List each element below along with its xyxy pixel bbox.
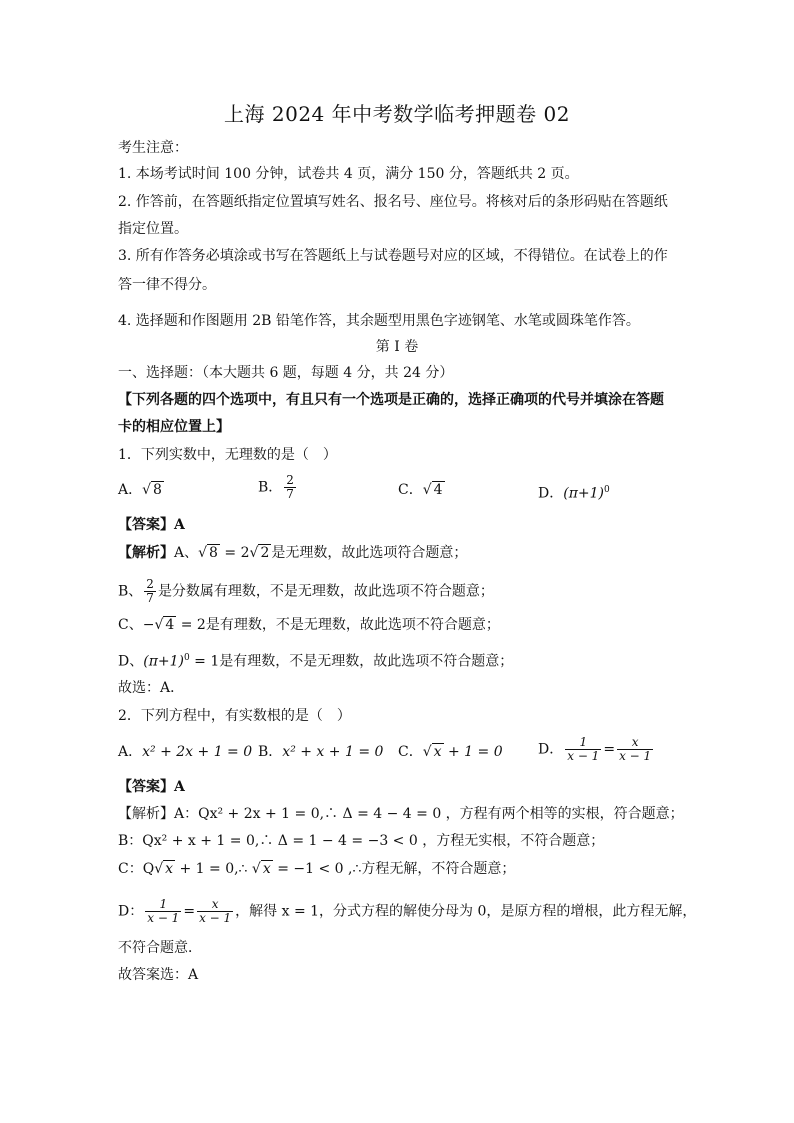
option-label: A． [118,482,143,498]
analysis-label: 【解析】 [118,545,174,561]
q1-option-a: A．√ 8 [118,482,162,498]
notice-item: 1. 本场考试时间 100 分钟，试卷共 4 页，满分 150 分，答题纸共 2 页。 [118,166,579,182]
fraction-numerator: x [197,898,233,912]
analysis-text: 是有理数，不是无理数，故此选项不符合题意； [205,617,500,633]
q2-option-d [538,736,655,763]
exponent: 0 [184,653,190,663]
fraction-numerator: 2 [146,577,154,591]
volume-title: 第 I 卷 [375,339,419,355]
q1-analysis-b [118,578,494,605]
part-title: 一、选择题：（本大题共 6 题，每题 4 分，共 24 分） [118,365,454,381]
q2-analysis-b: B：Qx² + x + 1 = 0,∴ Δ = 1 − 4 = −3 < 0 ，方程无实根，不符合题意； [118,833,605,849]
q2-answer: 【答案】A [118,779,185,795]
option-label: B． [258,479,283,496]
notice-item: 2. 作答前，在答题纸指定位置填写姓名、报名号、座位号。将核对后的条形码贴在答题纸 [118,194,668,210]
math-expression: (π+1) [563,485,604,502]
notice-heading: 考生注意： [118,140,188,156]
option-label: B． [258,744,283,760]
q2-option-c: C．√ x + 1 = 0 [398,744,503,760]
equation: = 2 [219,545,250,561]
page-title: 上海 2024 年中考数学临考押题卷 02 [224,102,570,126]
equation: = 1 [189,653,220,670]
notice-item: 4. 选择题和作图题用 2B 铅笔作答，其余题型用黑色字迹钢笔、水笔或圆珠笔作答。 [118,313,640,329]
q2-option-a [118,742,252,762]
sqrt-radicand: 4 [433,482,443,498]
fraction-numerator: x [617,736,653,750]
q1-stem: 1．下列实数中，无理数的是（ ） [118,447,337,463]
fraction-denominator: x − 1 [199,911,232,925]
sqrt-radicand: 8 [153,482,162,498]
q2-analysis-d-cont: 不符合题意． [118,940,202,956]
option-label: A． [118,744,143,760]
equation: = 2 [176,617,206,633]
q2-analysis-a: 【解析】A：Qx² + 2x + 1 = 0,∴ Δ = 4 − 4 = 0 ，方程有两个相等的实根，符合题意； [118,806,684,822]
analysis-prefix: D、 [118,653,144,670]
sqrt-radicand: x [165,861,174,877]
fraction-numerator: 1 [565,736,601,750]
math-expression: + 1 = 0 [443,744,503,760]
math-expression: (π+1) [143,653,184,670]
analysis-text: ，解得 x = 1，分式方程的解使分母为 0，是原方程的增根，此方程无解， [235,903,697,920]
equals-sign: = [603,741,616,758]
math-expression: x² + x + 1 = 0 [282,744,384,760]
q2-conclusion: 故答案选：A [118,967,199,983]
q2-stem: 2．下列方程中，有实数根的是（ ） [118,708,351,724]
sqrt-radicand: x [262,861,271,877]
analysis-prefix: C：Q [118,861,155,877]
fraction-denominator: x − 1 [567,749,600,763]
q2-option-b [258,742,383,762]
analysis-text: 是有理数，不是无理数，故此选项不符合题意； [219,653,514,670]
notice-item: 答一律不得分。 [118,277,216,293]
sqrt-radicand: 2 [260,545,270,561]
fraction-denominator: 7 [286,487,294,501]
analysis-prefix: D： [118,903,144,920]
math-expression: x² + 2x + 1 = 0 [142,744,253,760]
analysis-text: = −1 < 0 ,∴方程无解，不符合题意； [272,861,516,877]
q1-analysis-d [118,648,513,672]
q1-answer: 【答案】A [118,517,185,533]
part-instruction: 【下列各题的四个选项中，有且只有一个选项是正确的，选择正确项的代号并填涂在答题 [118,392,664,408]
option-label: D． [538,741,564,758]
exponent: 0 [604,485,610,495]
fraction-denominator: x − 1 [619,749,652,763]
analysis-prefix: C、 [118,617,143,633]
fraction-denominator: x − 1 [147,911,180,925]
q1-option-b [258,474,298,501]
analysis-prefix: A、 [174,545,199,561]
fraction-numerator: 2 [286,473,294,487]
fraction-denominator: 7 [146,591,154,605]
q1-option-d [538,480,610,504]
equals-sign: = [183,903,196,920]
fraction-numerator: 1 [145,898,181,912]
q2-analysis-c: C：Q√ x + 1 = 0,∴ √ x = −1 < 0 ,∴方程无解，不符合题意； [118,861,516,877]
notice-item: 指定位置。 [118,221,188,237]
notice-item: 3. 所有作答务必填涂或书写在答题纸上与试卷题号对应的区域，不得错位。在试卷上的作 [118,248,668,264]
analysis-prefix: B、 [118,583,143,600]
option-label: C． [398,482,423,498]
sqrt-radicand: x [433,744,442,760]
option-label: C． [398,744,423,760]
sqrt-radicand: 4 [165,617,175,633]
q1-analysis-a: 【解析】A、√ 8 = 2√ 2 是无理数，故此选项符合题意； [118,545,468,561]
analysis-text: 是分数属有理数，不是无理数，故此选项不符合题意； [157,583,494,600]
q1-analysis-c: C、−√ 4 = 2是有理数，不是无理数，故此选项不符合题意； [118,617,500,633]
part-instruction: 卡的相应位置上】 [118,419,230,435]
sqrt-radicand: 8 [209,545,218,561]
math-expression: + 1 = 0,∴ [175,861,252,877]
q2-analysis-d [118,898,696,925]
option-label: D． [538,485,564,502]
analysis-text: 是无理数，故此选项符合题意； [271,545,468,561]
q1-conclusion: 故选：A． [118,680,185,696]
q1-option-c: C．√ 4 [398,482,443,498]
